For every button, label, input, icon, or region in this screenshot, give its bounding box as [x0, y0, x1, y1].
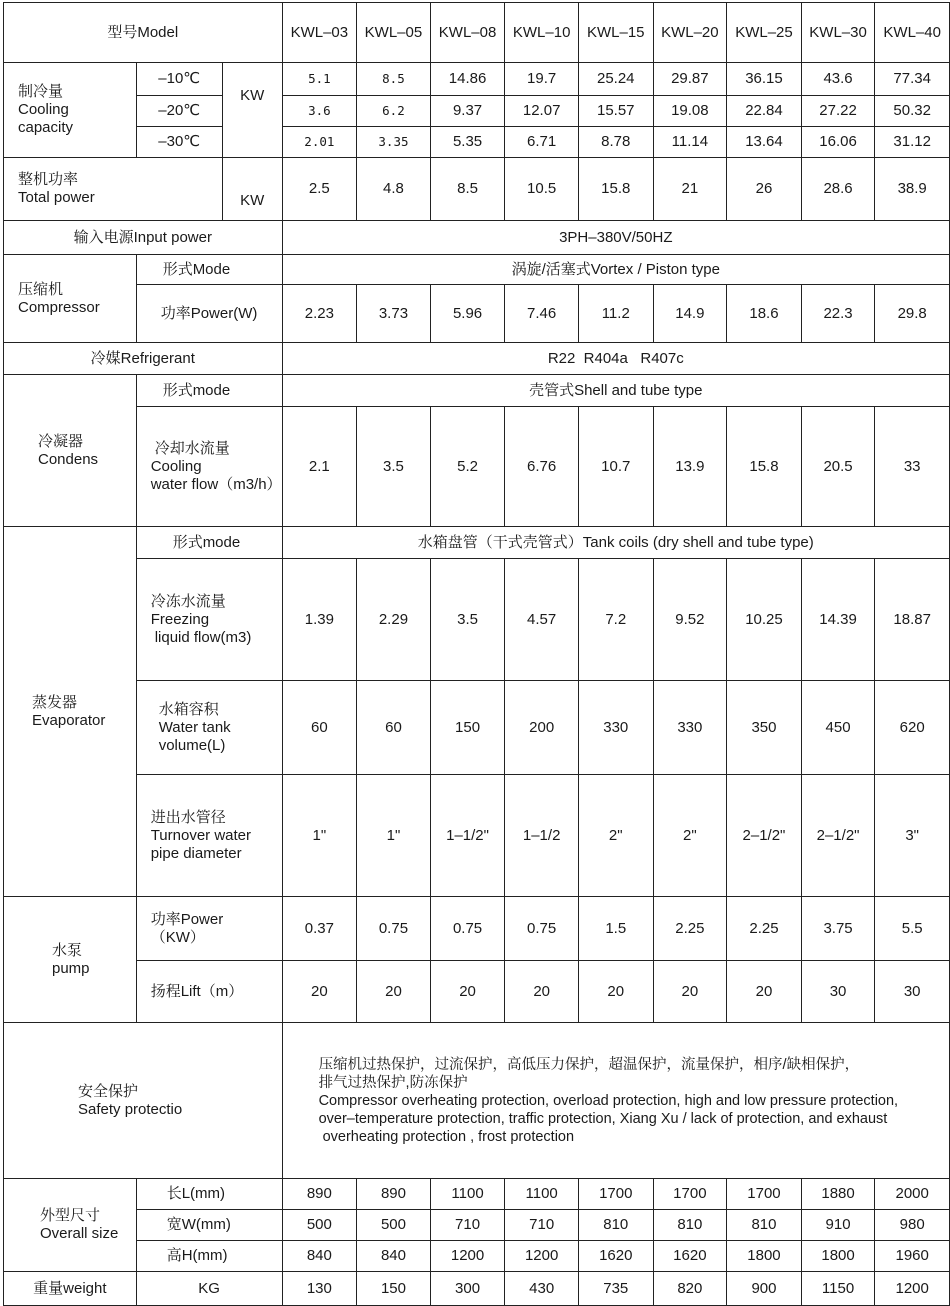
pipe-diameter-label-en2: pipe diameter — [150, 844, 242, 862]
value-cell: 5.2 — [430, 407, 505, 527]
model-cell: KWL–20 — [653, 3, 727, 63]
value-cell: 900 — [727, 1272, 802, 1306]
pump-lift-label: 扬程Lift（m） — [136, 961, 282, 1023]
tank-volume-label — [136, 681, 282, 775]
cooling-temp: –30℃ — [136, 127, 222, 158]
safety-text-en1: Compressor overheating protection, overload protection, high and low pressure protection, — [318, 1092, 899, 1109]
value-cell: 7.46 — [505, 285, 579, 343]
safety-text-cn1: 压缩机过热保护，过流保护，高低压力保护，超温保护，流量保护，相序/缺相保护， — [318, 1056, 860, 1073]
refrigerant-row — [4, 343, 950, 375]
cooling-capacity-label — [4, 63, 137, 158]
value-cell: 1" — [282, 775, 357, 897]
safety-label-en: Safety protectio — [78, 1100, 183, 1118]
value-cell: 20 — [430, 961, 505, 1023]
evaporator-mode-row — [4, 527, 950, 559]
input-power-value: 3PH–380V/50HZ — [282, 221, 949, 255]
value-cell: 450 — [801, 681, 875, 775]
value-cell: 1100 — [430, 1179, 505, 1210]
value-cell: 77.34 — [875, 63, 950, 96]
cooling-row-20 — [4, 96, 950, 127]
value-cell: 5.96 — [430, 285, 505, 343]
value-cell: 150 — [357, 1272, 431, 1306]
value-cell: 1700 — [653, 1179, 727, 1210]
weight-unit: KG — [136, 1272, 282, 1306]
tank-volume-label-en2: volume(L) — [158, 736, 226, 754]
compressor-power-label: 功率Power(W) — [136, 285, 282, 343]
pump-label — [4, 897, 137, 1023]
pipe-diameter-label-en1: Turnover water — [150, 826, 251, 844]
condenser-flow-label-en1: Cooling — [150, 457, 202, 475]
value-cell: 2.01 — [282, 127, 357, 158]
evaporator-label — [4, 527, 137, 897]
pump-power-label-2: （KW） — [150, 928, 205, 946]
value-cell: 2.23 — [282, 285, 357, 343]
value-cell: 430 — [505, 1272, 579, 1306]
value-cell: 330 — [578, 681, 653, 775]
evaporator-label-en: Evaporator — [32, 711, 106, 729]
value-cell: 11.2 — [578, 285, 653, 343]
value-cell: 20 — [578, 961, 653, 1023]
value-cell: 0.75 — [505, 897, 579, 961]
value-cell: 840 — [357, 1241, 431, 1272]
condenser-label-cn: 冷凝器 — [38, 432, 84, 450]
value-cell: 7.2 — [578, 559, 653, 681]
pump-label-cn: 水泵 — [52, 941, 83, 959]
value-cell: 1200 — [430, 1241, 505, 1272]
value-cell: 28.6 — [801, 158, 875, 221]
safety-row — [4, 1023, 950, 1179]
value-cell: 9.37 — [430, 96, 505, 127]
input-power-row — [4, 221, 950, 255]
value-cell: 0.75 — [430, 897, 505, 961]
size-height-row — [4, 1241, 950, 1272]
value-cell: 500 — [357, 1210, 431, 1241]
value-cell: 38.9 — [875, 158, 950, 221]
value-cell: 29.87 — [653, 63, 727, 96]
compressor-mode-row — [4, 255, 950, 285]
value-cell: 1880 — [801, 1179, 875, 1210]
total-power-unit: KW — [222, 158, 282, 221]
value-cell: 2.25 — [653, 897, 727, 961]
pump-lift-row — [4, 961, 950, 1023]
value-cell: 5.35 — [430, 127, 505, 158]
condenser-label-en: Condens — [38, 450, 99, 468]
evaporator-label-cn: 蒸发器 — [32, 693, 78, 711]
value-cell: 15.8 — [578, 158, 653, 221]
value-cell: 735 — [578, 1272, 653, 1306]
value-cell: 13.64 — [727, 127, 802, 158]
value-cell: 10.7 — [578, 407, 653, 527]
compressor-label-en: Compressor — [18, 298, 100, 316]
value-cell: 19.7 — [505, 63, 579, 96]
value-cell: 2.25 — [727, 897, 802, 961]
value-cell: 29.8 — [875, 285, 950, 343]
cooling-temp: –10℃ — [136, 63, 222, 96]
value-cell: 3.73 — [357, 285, 431, 343]
value-cell: 6.2 — [357, 96, 431, 127]
value-cell: 10.5 — [505, 158, 579, 221]
evaporator-mode-value: 水箱盘管（干式壳管式）Tank coils (dry shell and tube type) — [282, 527, 949, 559]
value-cell: 8.5 — [430, 158, 505, 221]
value-cell: 3" — [875, 775, 950, 897]
value-cell: 21 — [653, 158, 727, 221]
pump-power-row — [4, 897, 950, 961]
value-cell: 300 — [430, 1272, 505, 1306]
cooling-row-30 — [4, 127, 950, 158]
value-cell: 810 — [578, 1210, 653, 1241]
value-cell: 22.3 — [801, 285, 875, 343]
value-cell: 330 — [653, 681, 727, 775]
value-cell: 18.6 — [727, 285, 802, 343]
model-cell: KWL–15 — [578, 3, 653, 63]
value-cell: 1620 — [653, 1241, 727, 1272]
value-cell: 60 — [357, 681, 431, 775]
value-cell: 2000 — [875, 1179, 950, 1210]
value-cell: 1.39 — [282, 559, 357, 681]
value-cell: 2" — [653, 775, 727, 897]
condenser-flow-label-cn: 冷却水流量 — [154, 439, 230, 457]
value-cell: 130 — [282, 1272, 357, 1306]
value-cell: 3.6 — [282, 96, 357, 127]
value-cell: 810 — [727, 1210, 802, 1241]
value-cell: 36.15 — [727, 63, 802, 96]
value-cell: 33 — [875, 407, 950, 527]
model-cell: KWL–05 — [357, 3, 431, 63]
model-cell: KWL–30 — [801, 3, 875, 63]
safety-label-cn: 安全保护 — [78, 1082, 139, 1100]
weight-label: 重量weight — [4, 1272, 137, 1306]
cooling-label-en1: Cooling — [18, 101, 69, 118]
value-cell: 15.8 — [727, 407, 802, 527]
value-cell: 5.1 — [282, 63, 357, 96]
value-cell: 14.86 — [430, 63, 505, 96]
compressor-power-row — [4, 285, 950, 343]
cooling-unit: KW — [222, 63, 282, 158]
tank-volume-label-cn: 水箱容积 — [158, 700, 219, 718]
value-cell: 6.71 — [505, 127, 579, 158]
value-cell: 150 — [430, 681, 505, 775]
header-row — [4, 3, 950, 63]
value-cell: 1–1/2" — [430, 775, 505, 897]
safety-text-cn2: 排气过热保护,防冻保护 — [318, 1074, 468, 1091]
value-cell: 50.32 — [875, 96, 950, 127]
condenser-mode-row — [4, 375, 950, 407]
value-cell: 5.5 — [875, 897, 950, 961]
pump-power-label — [136, 897, 282, 961]
size-dimension-label: 宽W(mm) — [136, 1210, 282, 1241]
spec-table — [3, 2, 950, 1306]
value-cell: 3.35 — [357, 127, 431, 158]
value-cell: 200 — [505, 681, 579, 775]
value-cell: 12.07 — [505, 96, 579, 127]
value-cell: 27.22 — [801, 96, 875, 127]
value-cell: 60 — [282, 681, 357, 775]
safety-text-en3: overheating protection , frost protection — [322, 1128, 575, 1145]
value-cell: 9.52 — [653, 559, 727, 681]
value-cell: 2–1/2" — [801, 775, 875, 897]
value-cell: 0.37 — [282, 897, 357, 961]
value-cell: 3.5 — [430, 559, 505, 681]
value-cell: 710 — [505, 1210, 579, 1241]
compressor-label-cn: 压缩机 — [18, 280, 64, 298]
model-header-label: 型号Model — [4, 3, 283, 63]
value-cell: 1.5 — [578, 897, 653, 961]
value-cell: 1150 — [801, 1272, 875, 1306]
size-dimension-label: 高H(mm) — [136, 1241, 282, 1272]
value-cell: 31.12 — [875, 127, 950, 158]
value-cell: 840 — [282, 1241, 357, 1272]
condenser-mode-label: 形式mode — [136, 375, 282, 407]
value-cell: 820 — [653, 1272, 727, 1306]
value-cell: 22.84 — [727, 96, 802, 127]
value-cell: 1700 — [727, 1179, 802, 1210]
value-cell: 4.57 — [505, 559, 579, 681]
value-cell: 3.75 — [801, 897, 875, 961]
value-cell: 43.6 — [801, 63, 875, 96]
total-power-row — [4, 158, 950, 221]
total-power-label-cn: 整机功率 — [18, 171, 79, 188]
value-cell: 1960 — [875, 1241, 950, 1272]
value-cell: 890 — [357, 1179, 431, 1210]
value-cell: 20 — [653, 961, 727, 1023]
safety-text-en2: over–temperature protection, traffic protection, Xiang Xu / lack of protection, and exhaust — [318, 1110, 888, 1127]
value-cell: 20 — [727, 961, 802, 1023]
refrigerant-label: 冷媒Refrigerant — [4, 343, 283, 375]
value-cell: 15.57 — [578, 96, 653, 127]
value-cell: 2.1 — [282, 407, 357, 527]
evaporator-tank-row — [4, 681, 950, 775]
overall-size-label — [4, 1179, 137, 1272]
value-cell: 2–1/2" — [727, 775, 802, 897]
freeze-flow-label-en2: liquid flow(m3) — [154, 628, 252, 646]
size-length-row — [4, 1179, 950, 1210]
pump-label-en: pump — [52, 959, 90, 977]
evaporator-mode-label: 形式mode — [136, 527, 282, 559]
value-cell: 14.39 — [801, 559, 875, 681]
value-cell: 1100 — [505, 1179, 579, 1210]
value-cell: 1" — [357, 775, 431, 897]
tank-volume-label-en1: Water tank — [158, 718, 231, 736]
value-cell: 6.76 — [505, 407, 579, 527]
value-cell: 20.5 — [801, 407, 875, 527]
value-cell: 980 — [875, 1210, 950, 1241]
model-cell: KWL–03 — [282, 3, 357, 63]
safety-label — [4, 1023, 283, 1179]
model-cell: KWL–08 — [430, 3, 505, 63]
condenser-label — [4, 375, 137, 527]
value-cell: 20 — [282, 961, 357, 1023]
evaporator-pipe-row — [4, 775, 950, 897]
condenser-flow-label — [136, 407, 282, 527]
value-cell: 1800 — [801, 1241, 875, 1272]
value-cell: 620 — [875, 681, 950, 775]
value-cell: 11.14 — [653, 127, 727, 158]
value-cell: 2.29 — [357, 559, 431, 681]
model-cell: KWL–40 — [875, 3, 950, 63]
safety-text — [282, 1023, 949, 1179]
value-cell: 1700 — [578, 1179, 653, 1210]
value-cell: 910 — [801, 1210, 875, 1241]
value-cell: 18.87 — [875, 559, 950, 681]
condenser-flow-row — [4, 407, 950, 527]
size-width-row — [4, 1210, 950, 1241]
total-power-label — [4, 158, 223, 221]
cooling-label-cn: 制冷量 — [18, 83, 64, 100]
value-cell: 710 — [430, 1210, 505, 1241]
value-cell: 16.06 — [801, 127, 875, 158]
pump-power-label-1: 功率Power — [150, 910, 224, 928]
freeze-flow-label — [136, 559, 282, 681]
value-cell: 30 — [875, 961, 950, 1023]
freeze-flow-label-cn: 冷冻水流量 — [150, 592, 226, 610]
value-cell: 2" — [578, 775, 653, 897]
value-cell: 810 — [653, 1210, 727, 1241]
model-cell: KWL–10 — [505, 3, 579, 63]
input-power-label: 输入电源Input power — [4, 221, 283, 255]
value-cell: 3.5 — [357, 407, 431, 527]
value-cell: 1620 — [578, 1241, 653, 1272]
weight-row — [4, 1272, 950, 1306]
value-cell: 8.78 — [578, 127, 653, 158]
cooling-row-10 — [4, 63, 950, 96]
size-dimension-label: 长L(mm) — [136, 1179, 282, 1210]
value-cell: 4.8 — [357, 158, 431, 221]
value-cell: 1–1/2 — [505, 775, 579, 897]
condenser-mode-value: 壳管式Shell and tube type — [282, 375, 949, 407]
value-cell: 19.08 — [653, 96, 727, 127]
overall-size-label-cn: 外型尺寸 — [40, 1207, 101, 1224]
freeze-flow-label-en1: Freezing — [150, 610, 210, 628]
pipe-diameter-label-cn: 进出水管径 — [150, 808, 226, 826]
cooling-temp: –20℃ — [136, 96, 222, 127]
model-cell: KWL–25 — [727, 3, 802, 63]
value-cell: 26 — [727, 158, 802, 221]
condenser-flow-label-en2: water flow（m3/h） — [150, 475, 282, 493]
overall-size-label-en: Overall size — [40, 1225, 119, 1242]
value-cell: 1200 — [505, 1241, 579, 1272]
value-cell: 890 — [282, 1179, 357, 1210]
evaporator-freeze-row — [4, 559, 950, 681]
compressor-mode-value: 涡旋/活塞式Vortex / Piston type — [282, 255, 949, 285]
refrigerant-value: R22 R404a R407c — [282, 343, 949, 375]
value-cell: 2.5 — [282, 158, 357, 221]
value-cell: 20 — [505, 961, 579, 1023]
cooling-label-en2: capacity — [18, 119, 74, 136]
value-cell: 8.5 — [357, 63, 431, 96]
value-cell: 14.9 — [653, 285, 727, 343]
value-cell: 13.9 — [653, 407, 727, 527]
value-cell: 1800 — [727, 1241, 802, 1272]
value-cell: 1200 — [875, 1272, 950, 1306]
value-cell: 500 — [282, 1210, 357, 1241]
compressor-mode-label: 形式Mode — [136, 255, 282, 285]
value-cell: 30 — [801, 961, 875, 1023]
value-cell: 20 — [357, 961, 431, 1023]
value-cell: 10.25 — [727, 559, 802, 681]
value-cell: 0.75 — [357, 897, 431, 961]
value-cell: 25.24 — [578, 63, 653, 96]
total-power-label-en: Total power — [18, 189, 95, 206]
value-cell: 350 — [727, 681, 802, 775]
pipe-diameter-label — [136, 775, 282, 897]
compressor-label — [4, 255, 137, 343]
